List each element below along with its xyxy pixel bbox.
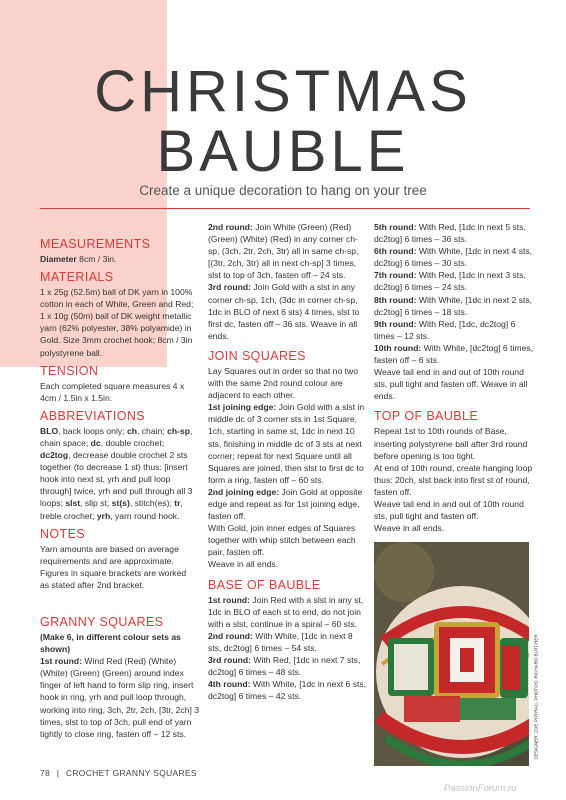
watermark: PassionForum.ru xyxy=(444,783,517,794)
granny-intro: (Make 6, in different colour sets as shown) xyxy=(40,632,181,655)
base-rounds-b xyxy=(374,221,534,366)
title-line-1: CHRISTMAS xyxy=(94,59,472,124)
title-line-2: BAUBLE xyxy=(156,119,410,184)
divider-line xyxy=(40,208,530,209)
top-heading: TOP OF BAUBLE xyxy=(374,409,479,424)
base-round: 10th round: With White, [dc2tog] 6 times, fasten off – 6 sts. xyxy=(374,342,534,366)
abbreviation-term: st(s) xyxy=(111,498,130,509)
tension-section xyxy=(40,365,195,404)
base-heading: BASE OF BAUBLE xyxy=(208,577,321,592)
top-text-2: At end of 10th round, create hanging loop thus: 20ch, slst back into first st of round, fasten off. xyxy=(374,462,533,497)
bauble-photo xyxy=(374,542,529,766)
abbreviation-meaning: , back loops only; xyxy=(58,425,127,436)
abbreviation-term: yrh xyxy=(96,510,111,521)
footer xyxy=(40,768,197,778)
abbreviation-meaning: , decrease double crochet 2 sts together (to decrease 1 st) thus: [insert hook into next st, yrh and pull loop through] twice, yrh and pull through all 3 loops; xyxy=(40,450,193,509)
join-text: Lay Squares out in order so that no two with the same 2nd round colour are adjacent to each other. xyxy=(208,365,359,401)
join-tail: With Gold, join inner edges of Squares together with whip stitch between each pair, fasten off. xyxy=(208,523,356,558)
measurements-label: Diameter xyxy=(40,254,77,264)
tension-heading: TENSION xyxy=(40,363,99,378)
measurements-text xyxy=(40,253,195,265)
abbreviation-term: ch xyxy=(126,425,137,436)
abbreviation-meaning: , yarn round hook. xyxy=(110,510,180,521)
abbreviation-meaning: , chain space; xyxy=(40,425,193,448)
column-3 xyxy=(374,221,534,534)
base-round: 7th round: With Red, [1dc in next 3 sts, dc2tog] 6 times – 24 sts. xyxy=(374,270,526,293)
footer-separator: | xyxy=(56,768,60,778)
materials-section xyxy=(40,271,195,359)
granny-round-1: 1st round: Wind Red (Red) (White) (White) (Green) (Green) around index finger of left hand to form slip ring, insert hook in ring, yrh and pull loop through, working into ring, 3ch, 2tr, 2ch, [3tr, 2ch] 3 times, slst to top of 3ch, pull end of yarn tightly to close ring, fasten off – 12 sts. xyxy=(40,656,200,739)
notes-text: Yarn amounts are based on average requirements and are approximate. Figures in square brackets are worked as stated after 2nd bracket. xyxy=(40,543,187,590)
join-heading: JOIN SQUARES xyxy=(208,348,306,363)
abbreviations-heading: ABBREVIATIONS xyxy=(40,408,145,423)
granny-squares-section xyxy=(40,616,202,740)
column-1 xyxy=(40,238,195,597)
notes-section xyxy=(40,528,195,591)
granny-heading: GRANNY SQUARES xyxy=(40,615,164,629)
join-edge-1: 1st joining edge: Join Gold with a slst in middle dc of 3 corner sts in 1st Square, 1ch, starting in same st, 1dc in next 10 sts, finishing in middle dc of 3 sts at next corner; repeat for next Square until all Squares are joined, then slst to first dc to form a ring, fasten off – 60 sts. xyxy=(208,402,365,485)
notes-heading: NOTES xyxy=(40,526,86,541)
base-round: 9th round: With Red, [1dc, dc2tog] 6 times – 12 sts. xyxy=(374,318,516,341)
join-end: Weave in all ends. xyxy=(208,559,279,570)
base-round: 3rd round: With Red, [1dc in next 7 sts, dc2tog] 6 times – 48 sts. xyxy=(208,655,361,678)
granny-round-2: 2nd round: Join White (Green) (Red) (Green) (White) (Red) in any corner ch-sp, (3ch, 2tr, 2ch, 3tr) all in same ch-sp, [(3tr, 2ch, 3tr) all in next ch-sp] 3 times, slst to top of 3ch, fasten off – 24 sts. xyxy=(208,222,359,281)
abbreviation-meaning: , double crochet; xyxy=(100,437,165,448)
photo-credit: DESIGNER: ZOE POTRAC, PHOTOS: RICHARD BUTCHER xyxy=(533,634,539,760)
base-round: 1st round: Join Red with a slst in any st, 1dc in BLO of each st to end, do not join with a slst, continue in a spiral – 60 sts. xyxy=(208,594,364,629)
subtitle: Create a unique decoration to hang on your tree xyxy=(139,183,427,198)
column-2 xyxy=(208,221,368,702)
footer-section: CROCHET GRANNY SQUARES xyxy=(65,768,197,778)
materials-heading: MATERIALS xyxy=(40,270,114,285)
join-edge-2: 2nd joining edge: Join Gold at opposite edge and repeat as for 1st joining edge, fasten off. xyxy=(208,486,363,522)
measurements-value: 8cm / 3in. xyxy=(76,254,117,264)
granny-round-3: 3rd round: Join Gold with a slst in any corner ch-sp, 1ch, (3dc in corner ch-sp, 1dc in BLO of next 6 sts) 4 times, slst to first dc, fasten off – 36 sts. Weave in all ends. xyxy=(208,282,360,341)
abbreviation-term: dc xyxy=(90,437,101,448)
top-text-4: Weave in all ends. xyxy=(374,523,445,534)
abbreviations-section xyxy=(40,410,195,522)
measurements-section xyxy=(40,238,195,265)
measurements-heading: MEASUREMENTS xyxy=(40,237,151,251)
base-round: 6th round: With White, [1dc in next 4 sts, dc2tog] 6 times – 30 sts. xyxy=(374,246,533,269)
abbreviation-term: ch-sp xyxy=(167,425,190,436)
abbreviation-meaning: , treble crochet; xyxy=(40,498,183,521)
abbreviation-meaning: , stitch(es); xyxy=(129,498,175,509)
abbreviation-meaning: , slip st; xyxy=(80,498,112,509)
abbreviation-term: BLO xyxy=(40,425,59,436)
base-round: 8th round: With White, [1dc in next 2 sts, dc2tog] 6 times – 18 sts. xyxy=(374,294,533,317)
top-text-3: Weave tail end in and out of 10th round sts, pull tight and fasten off. xyxy=(374,498,524,522)
abbreviation-term: slst xyxy=(65,498,81,509)
top-text: Repeat 1st to 10th rounds of Base, inserting polystyrene ball after 3rd round before opening is too tight. xyxy=(374,426,528,461)
materials-text: 1 x 25g (52.5m) ball of DK yarn in 100% cotton in each of White, Green and Red; 1 x 10g (50m) ball of DK weight metallic yarn (62% polyester, 38% polyamide) in Gold. Size 3mm crochet hook; 8cm / 3in polystyrene ball. xyxy=(40,287,194,358)
tension-text: Each completed square measures 4 x 4cm / 1.5in x 1.5in. xyxy=(40,380,185,403)
abbreviation-term: tr xyxy=(174,498,181,509)
base-rounds-a xyxy=(208,594,368,703)
abbreviations-text xyxy=(40,425,195,522)
base-round: 2nd round: With White, [1dc in next 8 sts, dc2tog] 6 times – 54 sts. xyxy=(208,630,353,653)
base-round: 4th round: With White, [1dc in next 6 sts, dc2tog] 6 times – 42 sts. xyxy=(208,679,367,702)
base-round: 5th round: With Red, [1dc in next 5 sts, dc2tog] 6 times – 36 sts. xyxy=(374,222,526,245)
base-tail: Weave tail end in and out of 10th round sts, pull tight and fasten off. Weave in all ends. xyxy=(374,367,528,402)
abbreviation-term: dc2tog xyxy=(40,450,69,461)
abbreviation-meaning: , chain; xyxy=(136,425,168,436)
page-number: 78 xyxy=(40,768,51,778)
bauble-illustration xyxy=(374,542,529,766)
